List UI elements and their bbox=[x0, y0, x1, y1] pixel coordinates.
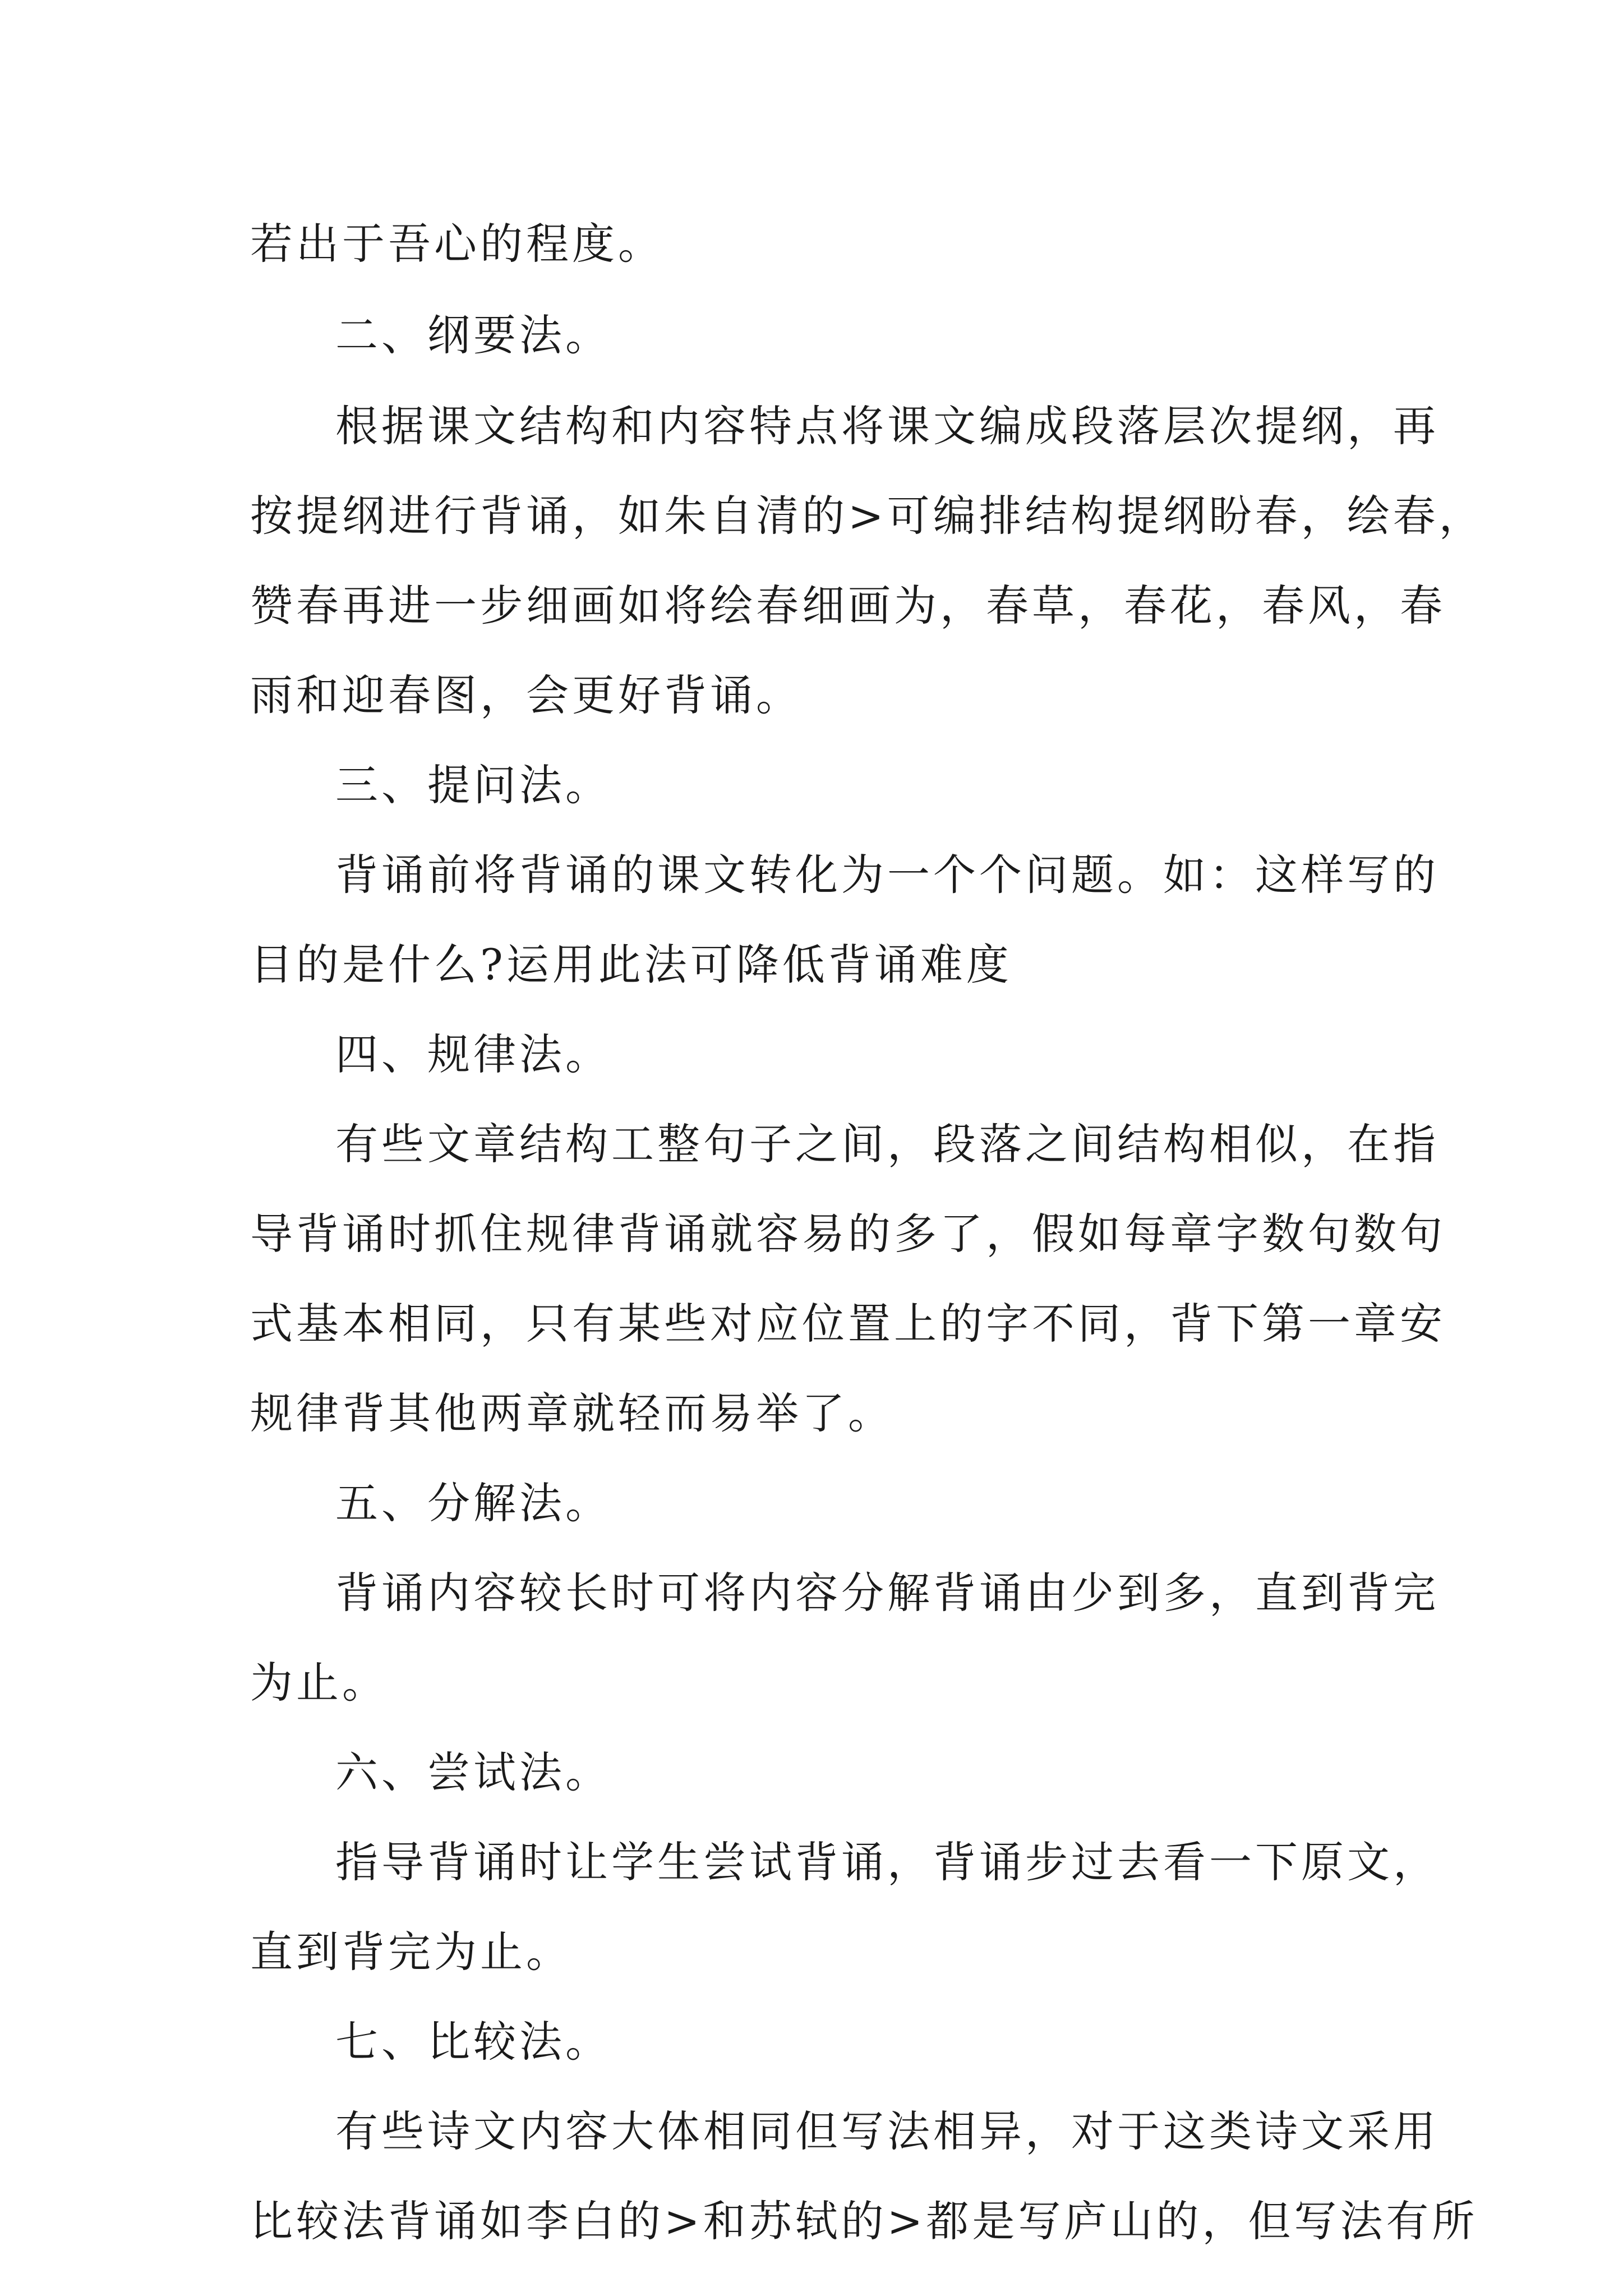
paragraph-line: 比较法背诵如李白的>和苏轼的>都是写庐山的，但写法有所 bbox=[250, 2196, 1478, 2246]
paragraph-line: 直到背完为止。 bbox=[250, 1927, 572, 1977]
paragraph-line: 按提纲进行背诵，如朱自清的>可编排结构提纲盼春，绘春， bbox=[250, 491, 1485, 541]
section-heading: 七、比较法。 bbox=[335, 2017, 611, 2067]
paragraph-line: 为止。 bbox=[250, 1658, 388, 1708]
paragraph-line: 背诵内容较长时可将内容分解背诵由少到多，直到背完 bbox=[335, 1568, 1439, 1618]
paragraph-line: 有些诗文内容大体相同但写法相异，对于这类诗文采用 bbox=[335, 2106, 1439, 2156]
paragraph-line: 指导背诵时让学生尝试背诵，背诵步过去看一下原文， bbox=[335, 1837, 1439, 1887]
paragraph-line: 目的是什么?运用此法可降低背诵难度 bbox=[250, 940, 1012, 990]
paragraph-line: 若出于吾心的程度。 bbox=[250, 219, 664, 269]
section-heading: 二、纲要法。 bbox=[335, 310, 611, 360]
paragraph-line: 雨和迎春图，会更好背诵。 bbox=[250, 670, 802, 720]
section-heading: 五、分解法。 bbox=[335, 1478, 611, 1528]
paragraph-line: 导背诵时抓住规律背诵就容易的多了，假如每章字数句数句 bbox=[250, 1209, 1446, 1259]
paragraph-line: 有些文章结构工整句子之间，段落之间结构相似，在指 bbox=[335, 1119, 1439, 1169]
paragraph-line: 背诵前将背诵的课文转化为一个个问题。如：这样写的 bbox=[335, 850, 1439, 900]
section-heading: 六、尝试法。 bbox=[335, 1747, 611, 1797]
paragraph-line: 赞春再进一步细画如将绘春细画为，春草，春花，春风，春 bbox=[250, 581, 1446, 631]
paragraph-line: 规律背其他两章就轻而易举了。 bbox=[250, 1388, 894, 1438]
paragraph-line: 式基本相同，只有某些对应位置上的字不同，背下第一章安 bbox=[250, 1299, 1446, 1349]
paragraph-line: 根据课文结构和内容特点将课文编成段落层次提纲，再 bbox=[335, 401, 1439, 451]
section-heading: 三、提问法。 bbox=[335, 760, 611, 810]
section-heading: 四、规律法。 bbox=[335, 1029, 611, 1079]
